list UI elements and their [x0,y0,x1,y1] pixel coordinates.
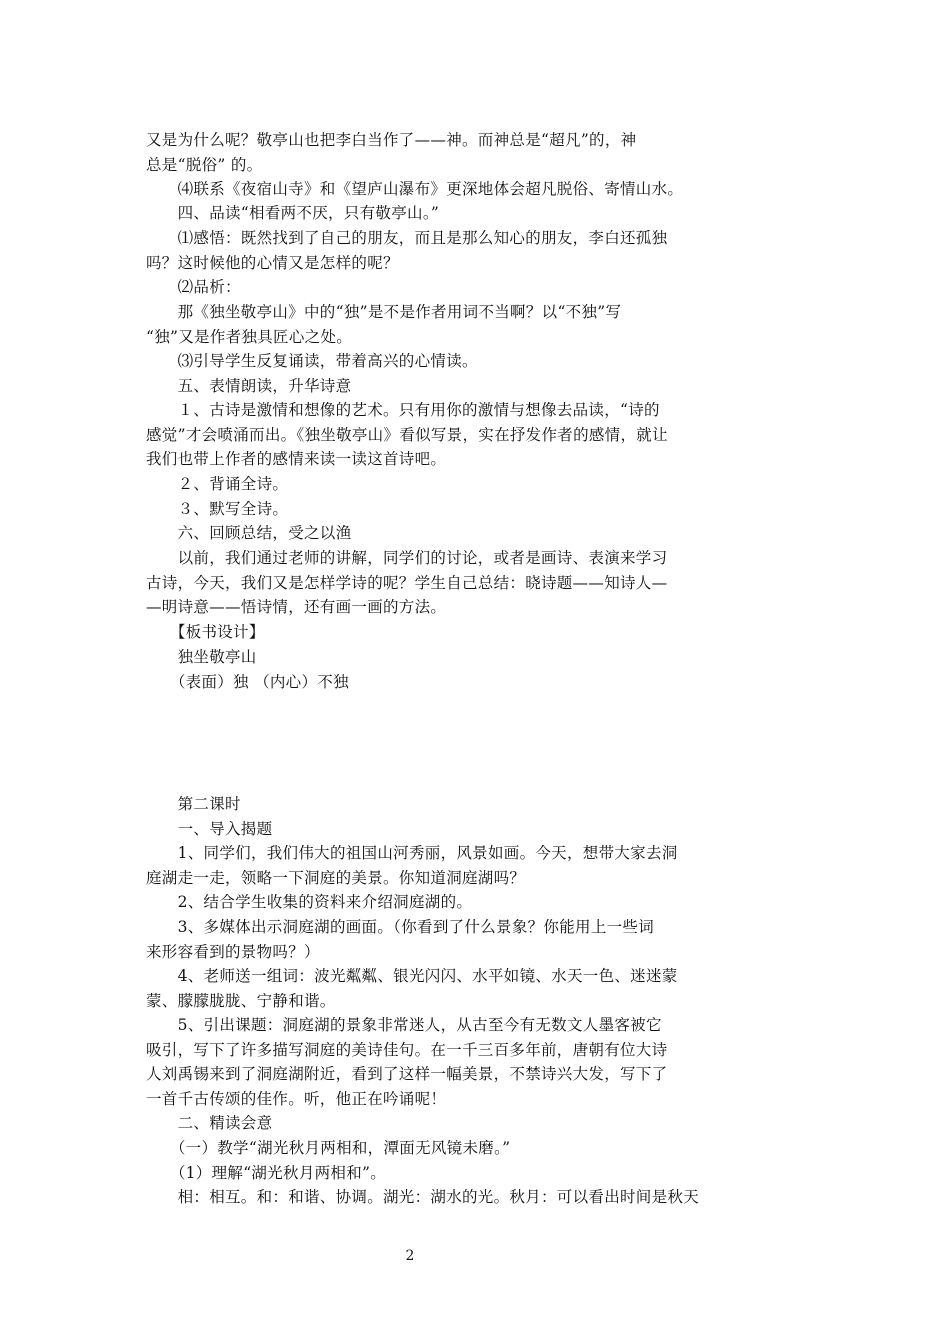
text-line: 四、品读“相看两不厌，只有敬亭山。” [146,204,440,222]
text-line: ２、背诵全诗。 [146,475,289,493]
text-line: 第二课时 [146,795,241,813]
text-line: 我们也带上作者的感情来读一读这首诗吧。 [146,450,447,469]
text-line: 二、精读会意 [146,1114,273,1132]
text-line: 独坐敬亭山 [146,648,257,666]
text-line: “独”又是作者独具匠心之处。 [146,327,353,346]
paragraph [146,841,686,890]
text-line: （一）教学“湖光秋月两相和，潭面无风镜未磨。” [146,1139,511,1157]
paragraph [146,1136,686,1161]
text-line: 5、引出课题：洞庭湖的景象非常迷人，从古至今有无数文人墨客被它 [146,1016,662,1034]
text-line: 【板书设计】 [146,623,265,641]
paragraph [146,890,686,915]
section-heading [146,817,686,842]
board-design-content [146,670,686,695]
paragraph [146,226,686,275]
paragraph [146,1185,700,1210]
text-line: 吸引，写下了许多描写洞庭的美诗佳句。在一千三百多年前，唐朝有位大诗 [146,1040,668,1059]
text-line: 以前，我们通过老师的讲解，同学们的讨论，或者是画诗、表演来学习 [146,549,668,567]
text-line: 人刘禹锡来到了洞庭湖附近，看到了这样一幅美景，不禁诗兴大发，写下了 [146,1065,668,1084]
text-line: 吗？这时候他的心情又是怎样的呢？ [146,253,399,272]
text-line: 古诗，今天，我们又是怎样学诗的呢？学生自己总结：晓诗题——知诗人— [146,573,668,592]
text-line: ３、默写全诗。 [146,500,289,518]
page-number: 2 [405,1248,415,1264]
text-line: ⑴感悟：既然找到了自己的朋友，而且是那么知心的朋友，李白还孤独 [146,229,668,247]
text-line: —明诗意——悟诗情，还有画一画的方法。 [146,598,447,617]
text-line: ⑷联系《夜宿山寺》和《望庐山瀑布》更深地体会超凡脱俗、寄情山水。 [146,180,684,198]
paragraph [146,1161,686,1186]
lesson-heading [146,792,686,817]
section-heading [146,521,686,546]
paragraph [146,915,686,964]
text-line: 蒙、朦朦胧胧、宁静和谐。 [146,991,336,1010]
text-line: 3、多媒体出示洞庭湖的画面。（你看到了什么景象？你能用上一些词 [146,918,655,936]
board-design-heading [146,620,686,645]
text-line: 感觉”才会喷涌而出。《独坐敬亭山》看似写景，实在抒发作者的感情，就让 [146,425,668,444]
paragraph [146,177,686,202]
text-line: ⑶引导学生反复诵读，带着高兴的心情读。 [146,352,478,370]
text-line: 2、结合学生收集的资料来介绍洞庭湖的。 [146,893,473,911]
paragraph [146,964,686,1013]
text-line: 1、同学们，我们伟大的祖国山河秀丽，风景如画。今天，想带大家去洞 [146,844,678,862]
paragraph [146,275,686,300]
text-line: 一首千古传颂的佳作。听，他正在吟诵呢！ [146,1089,447,1108]
text-line: １、古诗是激情和想像的艺术。只有用你的激情与想像去品读，“诗的 [146,401,660,419]
text-line: 庭湖走一走，领略一下洞庭的美景。你知道洞庭湖吗？ [146,868,526,887]
text-line: （表面）独 （内心）不独 [146,673,349,691]
text-line: 又是为什么呢？敬亭山也把李白当作了——神。而神总是“超凡”的，神 [146,131,637,149]
paragraph [146,300,686,349]
text-line: 五、表情朗读，升华诗意 [146,377,352,395]
text-line: 4、老师送一组词：波光粼粼、银光闪闪、水平如镜、水天一色、迷迷蒙 [146,967,678,985]
text-line: 那《独坐敬亭山》中的“独”是不是作者用词不当啊？以“不独”写 [146,303,622,321]
text-line: ⑵品析： [146,278,241,296]
paragraph [146,497,686,522]
text-line: （1）理解“湖光秋月两相和”。 [146,1164,387,1182]
paragraph [146,349,686,374]
section-heading [146,1111,686,1136]
section-heading [146,201,686,226]
text-line: 来形容看到的景物吗？） [146,942,320,961]
paragraph [146,1013,686,1111]
text-line: 相：相互。和：和谐、协调。湖光：湖水的光。秋月：可以看出时间是秋天 [146,1188,700,1206]
paragraph [146,472,686,497]
text-line: 一、导入揭题 [146,820,273,838]
text-line: 六、回顾总结，受之以渔 [146,524,352,542]
paragraph [146,398,686,472]
paragraph [146,546,686,620]
board-design-title [146,645,686,670]
paragraph [146,128,686,177]
text-line: 总是“脱俗” 的。 [146,155,263,174]
section-heading [146,374,686,399]
